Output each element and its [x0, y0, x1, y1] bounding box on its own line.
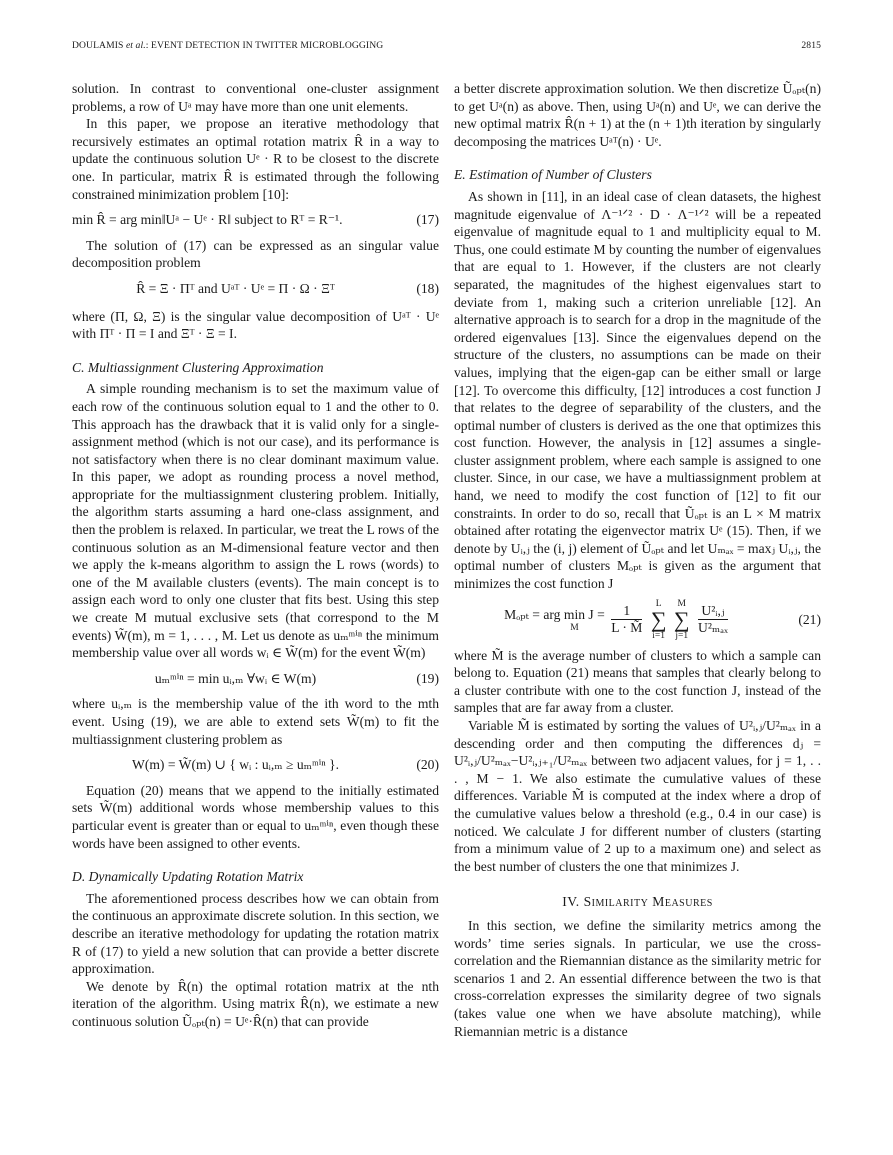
section-heading-iv: IV. Similarity Measures — [562, 894, 713, 910]
paragraph: where (Π, Ω, Ξ) is the singular value decomposition of Uᵃᵀ · Uᵉ with Πᵀ · Π = I and Ξᵀ · Ξ = I. — [72, 308, 439, 342]
paragraph: where M̃ is the average number of clusters to which a sample can belong to. Equation (21) means that samples that clearly belong to a cluster contribute with one to the cost function J, instead of the samples that are far away from a cluster. — [454, 647, 821, 716]
equation-21: Mₒₚₜ = arg min J = M $\frac{1}{L \cdot M̃}$ L ∑ i=1 M ∑ j=1 $\frac{\text{U²ᵢ,ⱼ}}{\text{U²ₘₐₓ}}$ (21) — [504, 598, 821, 641]
paragraph: The aforementioned process describes how we can obtain from the continuous an approximate discrete solution. In this section, we describe an iterative methodology for updating the rotation matrix R of (17) to yield a new solution that can provide a better discrete approximation. — [72, 890, 439, 977]
paragraph: A simple rounding mechanism is to set the maximum value of each row of the continuous solution equal to 1 and the other to 0. This approach has the drawback that it is valid only for a single-assignment method (which is not our case), and its performance is not satisfactory when there is no clear dominant maximum value. In this paper, we adopt as rounding process a novel method, appropriate for the multiassignment clustering problem. Initially, the algorithm starts assuming a hard one-class assignment, and then the problem is relaxed. In particular, we treat the L rows of the continuous solution as an M-dimensional feature vector and then we apply the k-means algorithm to assign the L rows (words) to one of the M available clusters (events). The main concept is to assign each word to only one cluster that fits best. Using this step we create M mutual exclusive sets (that correspond to the M events) W̃(m), m = 1, . . . , M. Let us denote as uₘᵐⁱⁿ the minimum membership value over all words wᵢ ∈ W̃(m) for the event W̃(m) — [72, 381, 439, 661]
paragraph: solution. In contrast to conventional one-cluster assignment problems, a row of Uᵃ may have more than one unit elements. — [72, 81, 439, 114]
paragraph: As shown in [11], in an ideal case of clean datasets, the highest magnitude eigenvalue of Λ⁻¹ᐟ² · D · Λ⁻¹ᐟ² will be a repeated eigenvalue of magnitude equal to 1 and multiplicity equal to M. Thus, one could estimate M by counting the number of eigenvalues that are equal to 1. However, if the clusters are not clearly separated, the magnitudes of the highest eigenvalues start to deviate from 1, making such a criterion unreliable [12]. An alternative approach is to search for a drop in the magnitude of the ordered eigenvalues [13]. Since the eigenvalues depend on the structure of the clusters, no assumptions can be made on their values, implying that the eigen-gap can be either small or large [12]. To overcome this difficulty, [12] introduces a cost function J that relates to the degree of separability of the clusters, and the optimal number of clusters is derived as the one that optimizes this cost function. However, the analysis in [12] assumes a single-cluster assignment problem, where each sample is assigned to one cluster. Since, in our case, we have a multiassignment problem at hand, we need to modify the cost function of [12] to fit our constraints. In order to do so, recall that Ũₒₚₜ is an L × M matrix obtained after rotating the eigenvector matrix Uᵉ (15). Then, if we denote by Uᵢ,ⱼ the (i, j) element of Ũₒₚₜ and let Uₘₐₓ = maxⱼ Uᵢ,ⱼ, the optimal number of clusters Mₒₚₜ is given as the argument that minimizes the cost function J — [454, 188, 821, 592]
summation-symbol: M ∑ j=1 — [673, 598, 690, 641]
section-heading-c: C. Multiassignment Clustering Approximation — [72, 359, 324, 375]
left-column — [72, 80, 439, 1031]
equation-number: (19) — [416, 670, 439, 686]
summation-symbol: L ∑ i=1 — [650, 598, 667, 641]
paragraph: Variable M̃ is estimated by sorting the values of U²ᵢ,ⱼ/U²ₘₐₓ in a descending order and then computing the differences dⱼ = U²ᵢ,ⱼ/U²ₘₐₓ−U²ᵢ,ⱼ₊₁/U²ₘₐₓ between two adjacent values, for j = 1, . . . , M − 1. We also estimate the cumulative values of these differences. Variable M̃ is computed at the index where a drop of the cumulative values below a threshold (e.g., 0.4 in our case) is noticed. We calculate J for different number of clusters (starting from a minimum value of 2 up to a maximum one) and select as the best number of clusters the one that minimizes J. — [454, 718, 821, 874]
paragraph: Equation (20) means that we append to the initially estimated sets W̃(m) additional words whose membership values to this particular event is greater than or equal to uₘᵐⁱⁿ, even though these words have been assigned to other events. — [72, 782, 439, 851]
paragraph: In this paper, we propose an iterative methodology that recursively estimates an optimal rotation matrix R̂ in a way to update the continuous solution Uᵉ · R to be closest to the discrete one. In particular, matrix R̂ is estimated through the following constrained minimization problem [10]: — [72, 116, 439, 202]
equation-18: R̂ = Ξ · Πᵀ and Uᵃᵀ · Uᵉ = Π · Ω · Ξᵀ (18) — [136, 280, 439, 296]
page-number: 2815 — [801, 40, 821, 51]
equation-number: (20) — [416, 757, 439, 773]
section-heading-e: E. Estimation of Number of Clusters — [454, 167, 652, 183]
paragraph: The solution of (17) can be expressed as an singular value decomposition problem — [72, 237, 439, 271]
equation-20: W(m) = W̃(m) ∪ { wᵢ : uᵢ,ₘ ≥ uₘᵐⁱⁿ }. (20) — [132, 757, 439, 773]
running-header — [72, 40, 821, 51]
equation-number: (21) — [798, 611, 821, 627]
paragraph: In this section, we define the similarity metrics among the words’ time series signals. In particular, we use the cross-correlation and the Riemannian distance as the similarity metric for scenarios 1 and 2. An essential difference between the two is that cross-correlation expresses the similarity degree of two signals (takes value one when we have absolute matching), while Riemannian metric is a distance — [454, 917, 821, 1039]
right-column — [454, 80, 821, 1040]
equation-17: min R̂ = arg min‖Uᵃ − Uᵉ · R‖ subject to Rᵀ = R⁻¹. (17) — [72, 212, 439, 228]
equation-number: (17) — [416, 212, 439, 228]
section-heading-d: D. Dynamically Updating Rotation Matrix — [72, 869, 304, 885]
equation-19: uₘᵐⁱⁿ = min uᵢ,ₘ ∀wᵢ ∈ W(m) (19) — [154, 670, 439, 686]
equation-number: (18) — [416, 280, 439, 296]
paragraph: We denote by R̂(n) the optimal rotation matrix at the nth iteration of the algorithm. Using matrix R̂(n), we estimate a new continuous solution Ũₒₚₜ(n) = Uᵉ·R̂(n) that can provide — [72, 978, 439, 1029]
paragraph: a better discrete approximation solution. We then discretize Ũₒₚₜ(n) to get Uᵃ(n) as above. Then, using Uᵃ(n) and Uᵉ, we can derive the new optimal matrix R̂(n + 1) at the (n + 1)th iteration by singularly decomposing the matrices Uᵃᵀ(n) · Uᵉ. — [454, 81, 821, 149]
header-authors: DOULAMIS et al.: EVENT DETECTION IN TWITTER MICROBLOGGING — [72, 40, 384, 51]
paragraph: where uᵢ,ₘ is the membership value of the ith word to the mth event. Using (19), we are able to extend sets W̃(m) to fit the multiassignment clustering problem as — [72, 696, 439, 747]
